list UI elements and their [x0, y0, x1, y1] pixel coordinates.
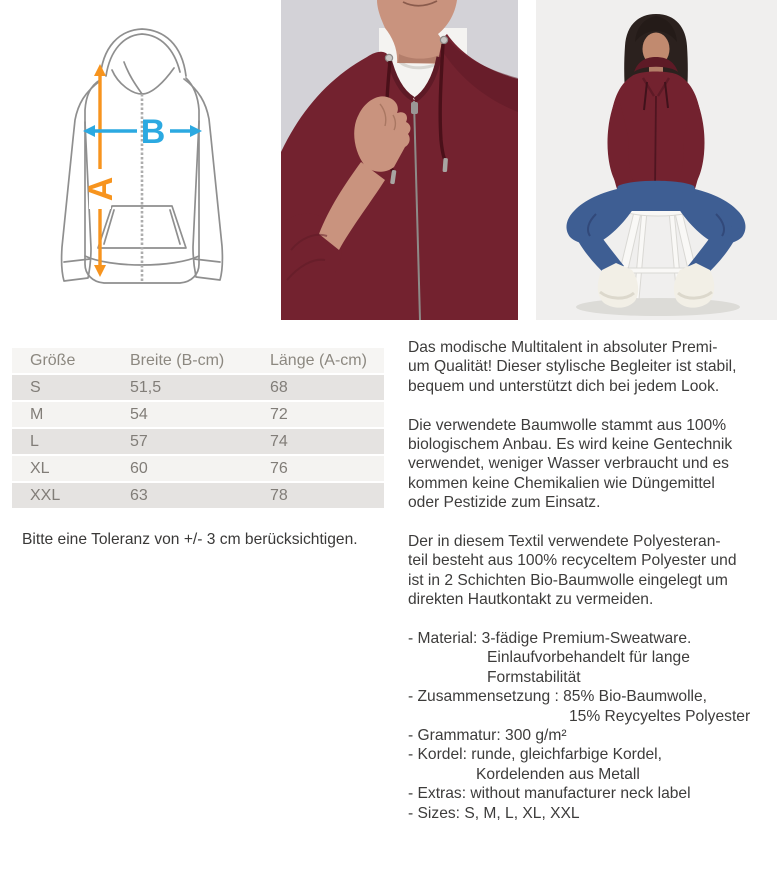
header-groesse: Größe [12, 348, 130, 373]
diagram-label-a: A [82, 176, 120, 202]
size-cell: L [12, 429, 130, 454]
breite-cell: 60 [130, 456, 270, 481]
arrow-b-head-right [190, 125, 202, 137]
header-breite: Breite (B-cm) [130, 348, 270, 373]
spec-zusammensetzung: - Zusammensetzung : 85% Bio-Baumwolle, [408, 688, 708, 706]
laenge-cell: 74 [270, 429, 384, 454]
description-paragraph-2 [408, 416, 777, 513]
laenge-cell: 68 [270, 375, 384, 400]
text-line: bequem und unterstützt dich bei jedem Look. [408, 377, 720, 395]
closeup-illustration [281, 0, 518, 320]
tolerance-note: Bitte eine Toleranz von +/- 3 cm berücksichtigen. [22, 531, 358, 548]
eyelet-right [440, 36, 447, 43]
breite-cell: 51,5 [130, 375, 270, 400]
right-cuff [194, 259, 220, 262]
size-row-m [12, 402, 384, 427]
text-line: um Qualität! Dieser stylische Begleiter ist stabil, [408, 358, 737, 376]
spec-material-cont: Formstabilität [487, 668, 581, 686]
spec-material-cont: Einlaufvorbehandelt für lange [487, 649, 690, 667]
zipper-pull [411, 102, 418, 114]
model-illustration [536, 0, 777, 320]
floor-shadow [576, 298, 740, 316]
header-laenge: Länge (A-cm) [270, 348, 384, 373]
size-measurement-diagram [40, 22, 240, 302]
spec-sizes: - Sizes: S, M, L, XL, XXL [408, 804, 580, 822]
text-line: ist in 2 Schichten Bio-Baumwolle eingelegt um [408, 571, 728, 589]
size-row-xl [12, 456, 384, 481]
left-cuff [64, 259, 90, 262]
arrow-a-head-top [94, 64, 106, 76]
size-row-xxl [12, 483, 384, 508]
hood-opening [112, 68, 174, 94]
laenge-cell: 72 [270, 402, 384, 427]
right-sleeve [184, 79, 222, 280]
size-row-l [12, 429, 384, 454]
text-line: Der in diesem Textil verwendete Polyesteran- [408, 533, 721, 551]
text-line: Das modische Multitalent in absoluter Premi- [408, 339, 718, 356]
breite-cell: 63 [130, 483, 270, 508]
text-line: Die verwendete Baumwolle stammt aus 100% [408, 416, 727, 434]
hood-inner [106, 34, 180, 76]
product-photo-closeup [281, 0, 518, 320]
description-paragraph-3 [408, 532, 777, 610]
size-cell: XXL [12, 483, 130, 508]
text-line: kommen keine Chemikalien wie Düngemittel [408, 474, 715, 492]
text-line: direkten Hautkontakt zu vermeiden. [408, 591, 654, 609]
hood-fold [124, 62, 142, 94]
spec-material: - Material: 3-fädige Premium-Sweatware. [408, 630, 692, 648]
size-row-s [12, 375, 384, 400]
spec-kordel: - Kordel: runde, gleichfarbige Kordel, [408, 746, 662, 764]
text-line: verwendet, weniger Wasser verbraucht und es [408, 455, 729, 473]
text-line: biologischem Anbau. Es wird keine Gentechnik [408, 436, 733, 454]
description-paragraph-1 [408, 338, 777, 396]
spec-extras: - Extras: without manufacturer neck label [408, 785, 691, 803]
size-cell: M [12, 402, 130, 427]
hoodie-line-drawing [40, 22, 240, 302]
product-photo-model-sitting [536, 0, 777, 320]
spec-grammatur: - Grammatur: 300 g/m² [408, 727, 567, 745]
text-line: teil besteht aus 100% recyceltem Polyester und [408, 552, 737, 570]
breite-cell: 57 [130, 429, 270, 454]
breite-cell: 54 [130, 402, 270, 427]
laenge-cell: 76 [270, 456, 384, 481]
size-cell: S [12, 375, 130, 400]
text-line: oder Pestizide zum Einsatz. [408, 494, 601, 512]
size-table-header-row [12, 348, 384, 373]
eyelet-left [385, 54, 392, 61]
spec-kordel-cont: Kordelenden aus Metall [476, 765, 640, 783]
diagram-label-b: B [140, 113, 166, 151]
size-cell: XL [12, 456, 130, 481]
product-spec-list [408, 629, 777, 823]
product-description [408, 338, 777, 823]
zipper-model [655, 96, 656, 190]
arrow-a-head-bottom [94, 265, 106, 277]
size-table [12, 346, 384, 510]
laenge-cell: 78 [270, 483, 384, 508]
spec-zusammensetzung-cont: 15% Reycyeltes Polyester [569, 707, 751, 725]
